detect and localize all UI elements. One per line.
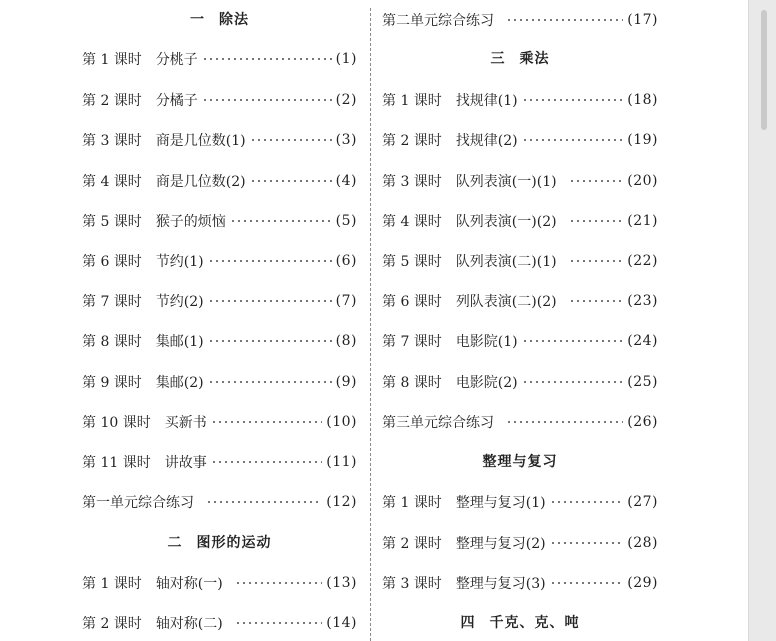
page-number: (19) [627,132,658,148]
toc-entry[interactable] [382,89,658,111]
page-number: (1) [335,51,357,67]
toc-entry[interactable] [82,290,357,312]
page-number: (13) [326,575,357,591]
dot-leader [208,260,332,262]
page-number: (26) [627,414,658,430]
lesson-number: 第 2 课时 [382,536,442,552]
section-title: 除法 [219,12,249,28]
page-number: (23) [627,293,658,309]
dot-leader [211,461,323,463]
lesson-number: 第 4 课时 [82,174,142,190]
lesson-number: 第 1 课时 [82,52,142,68]
lesson-title: 商是几位数(1) [155,133,246,149]
lesson-title: 队列表演(一)(1) [455,174,557,190]
section-heading-3 [382,48,658,70]
dot-leader [550,582,624,584]
lesson-number: 第 1 课时 [382,93,442,109]
lesson-number: 第 7 课时 [382,334,442,350]
lesson-title: 讲故事 [164,455,207,471]
toc-entry[interactable] [382,572,658,594]
lesson-title: 列队表演(二)(2) [455,294,557,310]
page-number: (24) [627,333,658,349]
toc-entry[interactable] [82,48,357,70]
section-heading-5 [382,612,658,634]
toc-entry[interactable] [382,532,658,554]
lesson-number: 第 1 课时 [82,576,142,592]
page-number: (22) [627,253,658,269]
lesson-number: 第 9 课时 [82,375,142,391]
dot-leader [506,19,623,21]
page-number: (9) [335,374,357,390]
lesson-title: 节约(1) [155,254,204,270]
dot-leader [506,421,623,423]
toc-entry[interactable] [382,210,658,232]
dot-leader [522,139,624,141]
page-number: (27) [627,494,658,510]
lesson-number: 第 5 课时 [382,254,442,270]
toc-entry[interactable] [82,612,357,634]
toc-entry[interactable] [382,129,658,151]
lesson-number: 第 8 课时 [82,334,142,350]
lesson-title: 整理与复习(3) [455,576,546,592]
section-number: 四 [460,615,476,631]
viewer-scrollbar-thumb[interactable] [761,10,767,130]
dot-leader [202,99,332,101]
section-title: 乘法 [519,51,550,67]
lesson-number: 第 8 课时 [382,375,442,391]
toc-entry[interactable] [382,330,658,352]
page-number: (12) [326,494,357,510]
page-number: (2) [335,92,357,108]
lesson-number: 第 2 课时 [82,616,142,632]
lesson-number: 第 4 课时 [382,214,442,230]
dot-leader [208,381,332,383]
toc-entry[interactable] [382,491,658,513]
lesson-title: 整理与复习(1) [455,495,546,511]
toc-entry[interactable] [382,250,658,272]
lesson-title: 商是几位数(2) [155,174,246,190]
review-title: 第三单元综合练习 [382,415,494,431]
section-title: 整理与复习 [482,454,558,470]
lesson-title: 猴子的烦恼 [155,214,226,230]
lesson-title: 分橘子 [155,93,198,109]
lesson-number: 第 3 课时 [382,576,442,592]
lesson-title: 买新书 [164,415,207,431]
page-number: (11) [326,454,357,470]
dot-leader [569,260,624,262]
toc-entry[interactable] [82,330,357,352]
page-number: (21) [627,213,658,229]
toc-entry[interactable] [82,129,357,151]
dot-leader [550,542,624,544]
lesson-number: 第 2 课时 [382,133,442,149]
dot-leader [211,421,323,423]
dot-leader [522,99,624,101]
lesson-title: 轴对称(二) [155,616,223,632]
toc-entry[interactable] [382,290,658,312]
column-divider [370,8,371,641]
dot-leader [250,180,332,182]
lesson-number: 第 10 课时 [82,415,151,431]
dot-leader [208,300,332,302]
page-number: (14) [326,615,357,631]
toc-entry[interactable] [82,250,357,272]
dot-leader [550,501,624,503]
dot-leader [206,501,322,503]
page-number: (8) [335,333,357,349]
section-number: 一 [190,12,205,28]
toc-entry[interactable] [82,89,357,111]
section-number: 二 [167,535,183,551]
dot-leader [522,381,624,383]
toc-entry[interactable] [82,572,357,594]
page-number: (17) [627,12,658,28]
dot-leader [230,220,332,222]
dot-leader [569,300,624,302]
page-number: (29) [627,575,658,591]
toc-entry-review[interactable] [82,491,357,513]
dot-leader [235,622,323,624]
toc-entry[interactable] [82,451,357,473]
toc-entry-review[interactable] [382,411,658,433]
section-heading-1 [82,9,357,31]
page-number: (28) [627,535,658,551]
page-number: (4) [335,173,357,189]
section-heading-2 [82,532,357,554]
page-number: (18) [627,92,658,108]
section-heading-4 [382,451,658,473]
lesson-number: 第 2 课时 [82,93,142,109]
dot-leader [569,220,624,222]
dot-leader [250,139,332,141]
lesson-number: 第 3 课时 [382,174,442,190]
section-title: 图形的运动 [196,535,272,551]
lesson-title: 找规律(2) [455,133,518,149]
dot-leader [208,340,332,342]
page-number: (3) [335,132,357,148]
dot-leader [202,58,332,60]
dot-leader [569,180,624,182]
page-number: (10) [326,414,357,430]
lesson-title: 节约(2) [155,294,204,310]
lesson-title: 电影院(2) [455,375,518,391]
dot-leader [235,582,323,584]
section-number: 三 [490,51,506,67]
lesson-title: 轴对称(一) [155,576,223,592]
toc-entry[interactable] [82,170,357,192]
section-title: 千克、克、吨 [489,615,580,631]
review-title: 第二单元综合练习 [382,13,494,29]
lesson-number: 第 7 课时 [82,294,142,310]
page-number: (6) [335,253,357,269]
lesson-number: 第 3 课时 [82,133,142,149]
lesson-number: 第 6 课时 [82,254,142,270]
page-number: (25) [627,374,658,390]
lesson-number: 第 1 课时 [382,495,442,511]
toc-entry[interactable] [82,210,357,232]
lesson-title: 集邮(1) [155,334,204,350]
lesson-title: 整理与复习(2) [455,536,546,552]
toc-entry[interactable] [82,411,357,433]
toc-entry[interactable] [382,170,658,192]
toc-entry-review[interactable] [382,9,658,31]
lesson-title: 分桃子 [155,52,198,68]
page-number: (20) [627,173,658,189]
lesson-title: 队列表演(二)(1) [455,254,557,270]
lesson-number: 第 6 课时 [382,294,442,310]
lesson-number: 第 11 课时 [82,455,151,471]
lesson-title: 集邮(2) [155,375,204,391]
lesson-title: 找规律(1) [455,93,518,109]
page-number: (5) [335,213,357,229]
toc-entry[interactable] [82,371,357,393]
page-number: (7) [335,293,357,309]
toc-entry[interactable] [382,371,658,393]
lesson-number: 第 5 课时 [82,214,142,230]
review-title: 第一单元综合练习 [82,495,194,511]
lesson-title: 队列表演(一)(2) [455,214,557,230]
dot-leader [522,340,624,342]
lesson-title: 电影院(1) [455,334,518,350]
